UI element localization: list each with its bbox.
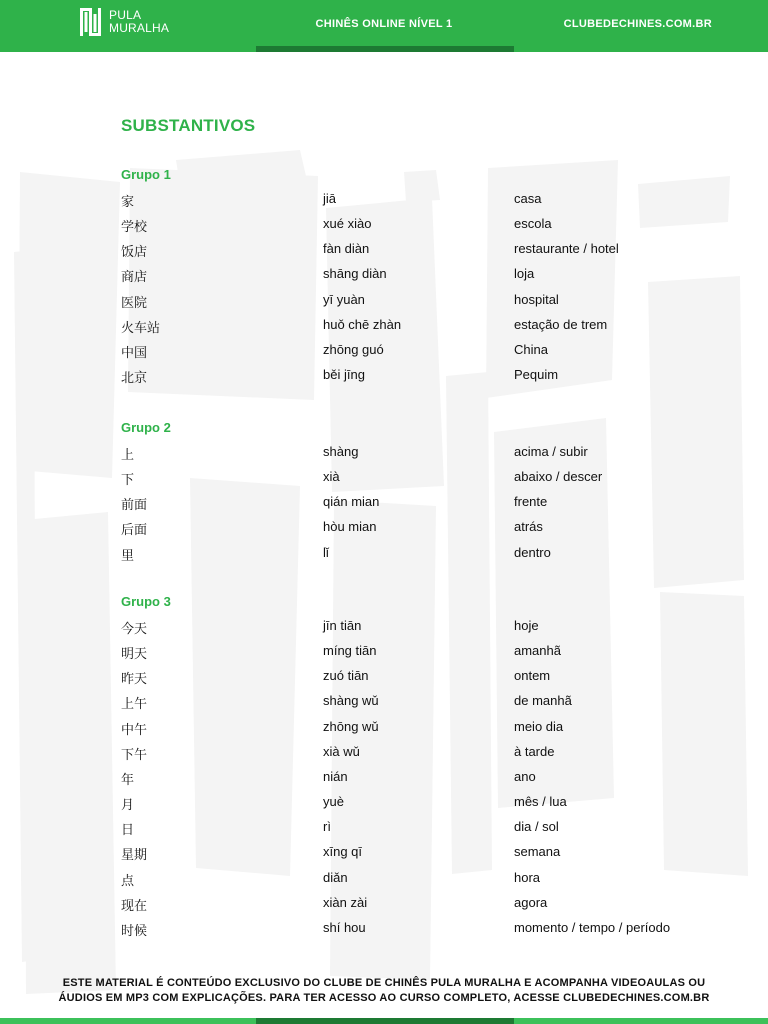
hanzi-cell: 学校 [121, 219, 148, 235]
pinyin-cell: rì [323, 819, 331, 835]
translation-cell: momento / tempo / período [514, 919, 671, 935]
translation-cell: dentro [514, 544, 551, 560]
pinyin-cell: míng tiān [323, 643, 377, 659]
vocabulary-row [0, 920, 768, 940]
group-title: Grupo 2 [121, 420, 171, 435]
hanzi-cell: 家 [121, 194, 135, 209]
vocabulary-row [0, 545, 768, 565]
vocabulary-row [0, 469, 768, 489]
vocabulary-row [0, 241, 768, 261]
translation-cell: acima / subir [514, 444, 588, 459]
course-title: CHINÊS ONLINE NÍVEL 1 [315, 18, 453, 30]
site-link[interactable]: CLUBEDECHINES.COM.BR [563, 18, 712, 30]
translation-cell: à tarde [514, 743, 555, 759]
pinyin-cell: huǒ chē zhàn [323, 316, 402, 332]
vocabulary-row [0, 618, 768, 638]
translation-cell: escola [514, 216, 552, 232]
pinyin-cell: qián mian [323, 494, 380, 510]
vocabulary-row [0, 494, 768, 514]
vocabulary-row [0, 794, 768, 814]
translation-cell: atrás [514, 519, 543, 535]
translation-cell: frente [514, 494, 548, 510]
vocabulary-row [0, 719, 768, 739]
hanzi-cell: 现在 [121, 897, 148, 913]
vocabulary-row [0, 870, 768, 890]
pinyin-cell: xué xiào [323, 216, 372, 232]
page-title: SUBSTANTIVOS [121, 116, 256, 135]
translation-cell: loja [514, 266, 535, 282]
vocabulary-row [0, 191, 768, 211]
translation-cell: hospital [514, 291, 559, 307]
footer-accent-bar [0, 1018, 768, 1024]
pinyin-cell: zhōng wǔ [323, 718, 379, 734]
hanzi-cell: 点 [121, 872, 135, 888]
footer-accent-dark [256, 1018, 514, 1024]
translation-cell: restaurante / hotel [514, 241, 619, 257]
vocabulary-row [0, 744, 768, 764]
vocabulary-row [0, 444, 768, 464]
translation-cell: Pequim [514, 367, 559, 383]
pinyin-cell: zhōng guó [323, 341, 384, 357]
vocabulary-row [0, 668, 768, 688]
hanzi-cell: 明天 [121, 646, 148, 662]
hanzi-cell: 月 [121, 797, 135, 813]
footer-line-1: ESTE MATERIAL É CONTEÚDO EXCLUSIVO DO CLUBE DE CHINÊS PULA MURALHA E ACOMPANHA VIDEOAULAS OU [62, 977, 706, 989]
vocabulary-row [0, 819, 768, 839]
pinyin-cell: jiā [323, 191, 337, 206]
vocabulary-row [0, 895, 768, 915]
pinyin-cell: běi jīng [323, 367, 365, 383]
vocabulary-row [0, 292, 768, 312]
translation-cell: agora [514, 894, 548, 910]
hanzi-cell: 北京 [121, 370, 148, 386]
translation-cell: semana [514, 844, 561, 860]
hanzi-cell: 下 [121, 472, 135, 488]
hanzi-cell: 中国 [121, 344, 148, 360]
translation-cell: mês / lua [514, 794, 567, 810]
hanzi-cell: 下午 [121, 746, 148, 762]
hanzi-cell: 年 [121, 771, 135, 787]
translation-cell: China [514, 341, 548, 357]
vocabulary-row [0, 769, 768, 789]
pinyin-cell: diǎn [323, 869, 348, 885]
pinyin-cell: shàng [323, 444, 359, 459]
vocabulary-row [0, 519, 768, 539]
hanzi-cell: 日 [121, 822, 135, 838]
translation-cell: meio dia [514, 718, 564, 734]
footer-notice [0, 976, 768, 1006]
group-title: Grupo 3 [121, 594, 171, 609]
translation-cell: casa [514, 191, 542, 206]
translation-cell: ano [514, 768, 536, 784]
hanzi-cell: 上午 [121, 696, 148, 712]
hanzi-cell: 后面 [121, 522, 148, 538]
pinyin-cell: xià [323, 469, 340, 485]
pinyin-cell: yuè [323, 794, 344, 810]
hanzi-cell: 医院 [121, 294, 148, 310]
pinyin-cell: shāng diàn [323, 266, 387, 282]
hanzi-cell: 今天 [121, 621, 148, 636]
pinyin-cell: xiàn zài [323, 894, 368, 910]
vocabulary-row [0, 643, 768, 663]
translation-cell: ontem [514, 668, 551, 684]
translation-cell: dia / sol [514, 819, 559, 835]
logo-line-2: MURALHA [109, 21, 170, 35]
vocabulary-row [0, 317, 768, 337]
translation-cell: de manhã [514, 693, 572, 709]
hanzi-cell: 星期 [121, 847, 148, 863]
hanzi-cell: 上 [121, 447, 135, 462]
translation-cell: amanhã [514, 643, 561, 659]
translation-cell: hora [514, 869, 541, 885]
pinyin-cell: nián [323, 768, 348, 784]
vocabulary-row [0, 693, 768, 713]
hanzi-cell: 火车站 [121, 319, 161, 335]
vocabulary-row [0, 342, 768, 362]
vocabulary-row [0, 216, 768, 236]
logo-line-1: PULA [109, 8, 142, 22]
pinyin-cell: zuó tiān [323, 668, 369, 684]
pinyin-cell: xià wǔ [323, 743, 360, 759]
translation-cell: estação de trem [514, 316, 608, 332]
translation-cell: hoje [514, 618, 539, 633]
pinyin-cell: xīng qī [323, 844, 363, 860]
hanzi-cell: 饭店 [121, 244, 148, 260]
vocabulary-row [0, 844, 768, 864]
pinyin-cell: hòu mian [323, 519, 377, 535]
pinyin-cell: lǐ [323, 544, 329, 560]
vocabulary-row [0, 367, 768, 387]
hanzi-cell: 昨天 [121, 671, 148, 687]
group-title: Grupo 1 [121, 167, 171, 182]
footer-line-2: ÁUDIOS EM MP3 COM EXPLICAÇÕES. PARA TER ACESSO AO CURSO COMPLETO, ACESSE CLUBEDECHINES.COM.BR [58, 992, 710, 1004]
hanzi-cell: 里 [121, 547, 135, 563]
hanzi-cell: 中午 [121, 721, 148, 737]
translation-cell: abaixo / descer [514, 469, 603, 485]
pinyin-cell: shí hou [323, 919, 366, 935]
hanzi-cell: 前面 [121, 497, 148, 513]
vocabulary-row [0, 266, 768, 286]
pinyin-cell: jīn tiān [323, 618, 362, 633]
hanzi-cell: 商店 [121, 269, 148, 285]
pinyin-cell: fàn diàn [323, 241, 370, 257]
pinyin-cell: yī yuàn [323, 291, 365, 307]
hanzi-cell: 时候 [121, 922, 148, 938]
pinyin-cell: shàng wǔ [323, 693, 379, 709]
